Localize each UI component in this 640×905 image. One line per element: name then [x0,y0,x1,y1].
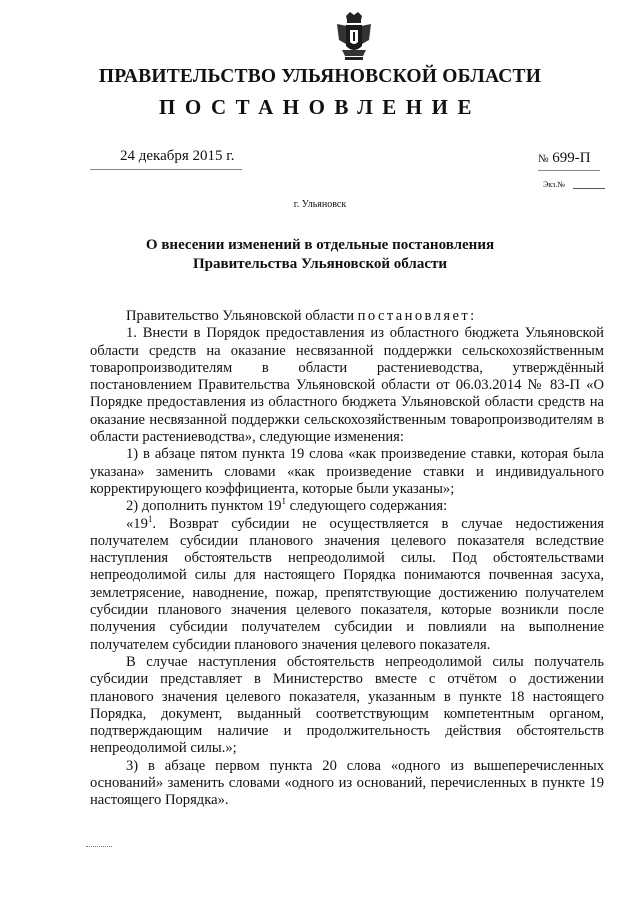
document-type: ПОСТАНОВЛЕНИЕ [159,95,481,119]
heading-line-1: О внесении изменений в отдельные постановления [145,237,495,253]
subitem-2-sup: 1 [281,496,287,507]
paragraph-quote-19-1 [90,513,604,654]
heading-line-2: Правительства Ульяновской области [192,256,448,272]
subitem-2-text-b: следующего содержания: [286,498,448,515]
document-heading [90,236,550,274]
quote-sup: 1 [147,513,153,524]
number-sign: № [538,153,549,165]
preamble-text: Правительство Ульяновской области [126,308,358,324]
document-date: 24 декабря 2015 г. [120,148,235,164]
preamble-verb: постановляет [357,308,471,324]
copy-number-label: Экз.№ [543,180,565,189]
subitem-2-text-a: 2) дополнить пунктом 19 [126,498,282,515]
paragraph-subitem-2 [90,498,604,515]
preamble-colon: : [470,308,475,324]
paragraph-subitem-1: 1) в абзаце пятом пункта 19 слова «как произведение ставки, которая была указана» заменить словами «как произведение ставки и индивидуального корректирующего коэффициента, которые были указаны»; [90,446,604,497]
copy-number-line [573,188,605,189]
paragraph-preamble [90,308,604,325]
coat-of-arms-icon [333,10,375,64]
document-number [538,150,591,167]
document-body [90,308,604,810]
bottom-mark [86,846,112,847]
paragraph-item-1: 1. Внести в Порядок предоставления из областного бюджета Ульяновской области средств на оказание несвязанной поддержки сельскохозяйственным товаропроизводителям в области растениеводства, утверждённый постановлением Правительства Ульяновской области от 06.03.2014 № 83-П «О Порядке предоставления из областного бюджета Ульяновской области средств на оказание несвязанной поддержки сельскохозяйственным товаропроизводителям в области растениеводства», следующие изменения: [90,325,604,446]
city: г. Ульяновск [293,199,347,210]
number-underline [538,170,600,171]
paragraph-subitem-3: 3) в абзаце первом пункта 20 слова «одного из вышеперечисленных оснований» заменить словами «одного из оснований, перечисленных в пункте 19 настоящего Порядка». [90,757,604,809]
number-value: 699-П [552,150,591,166]
organization-title: ПРАВИТЕЛЬСТВО УЛЬЯНОВСКОЙ ОБЛАСТИ [98,66,542,87]
quote-text-a: «19 [126,515,148,532]
quote-text-b: . Возврат субсидии не осуществляется в случае недостижения получателем субсидии планового значения целевого показателя вследствие наступления обстоятельств непреодолимой силы. Под обстоятельствами непреодолимой силы для настоящего Порядка понимаются почвенная засуха, землетрясение, наводнение, пожар, препятствующие достижению получателем субсидии планового значения целевого показателя, которые возникли после получения субсидии получателем субсидии и повлияли на выполнение получателем субсидии планового значения целевого показателя. [90,515,604,653]
date-underline [90,169,242,170]
paragraph-force-majeure: В случае наступления обстоятельств непреодолимой силы получатель субсидии представляет в Министерство вместе с отчётом о достижении планового значения целевого показателя, указанным в пункте 18 настоящего Порядка, документ, выданный соответствующим компетентным органом, подтверждающим наличие и продолжительность действия обстоятельств непреодолимой силы.»; [90,653,604,757]
